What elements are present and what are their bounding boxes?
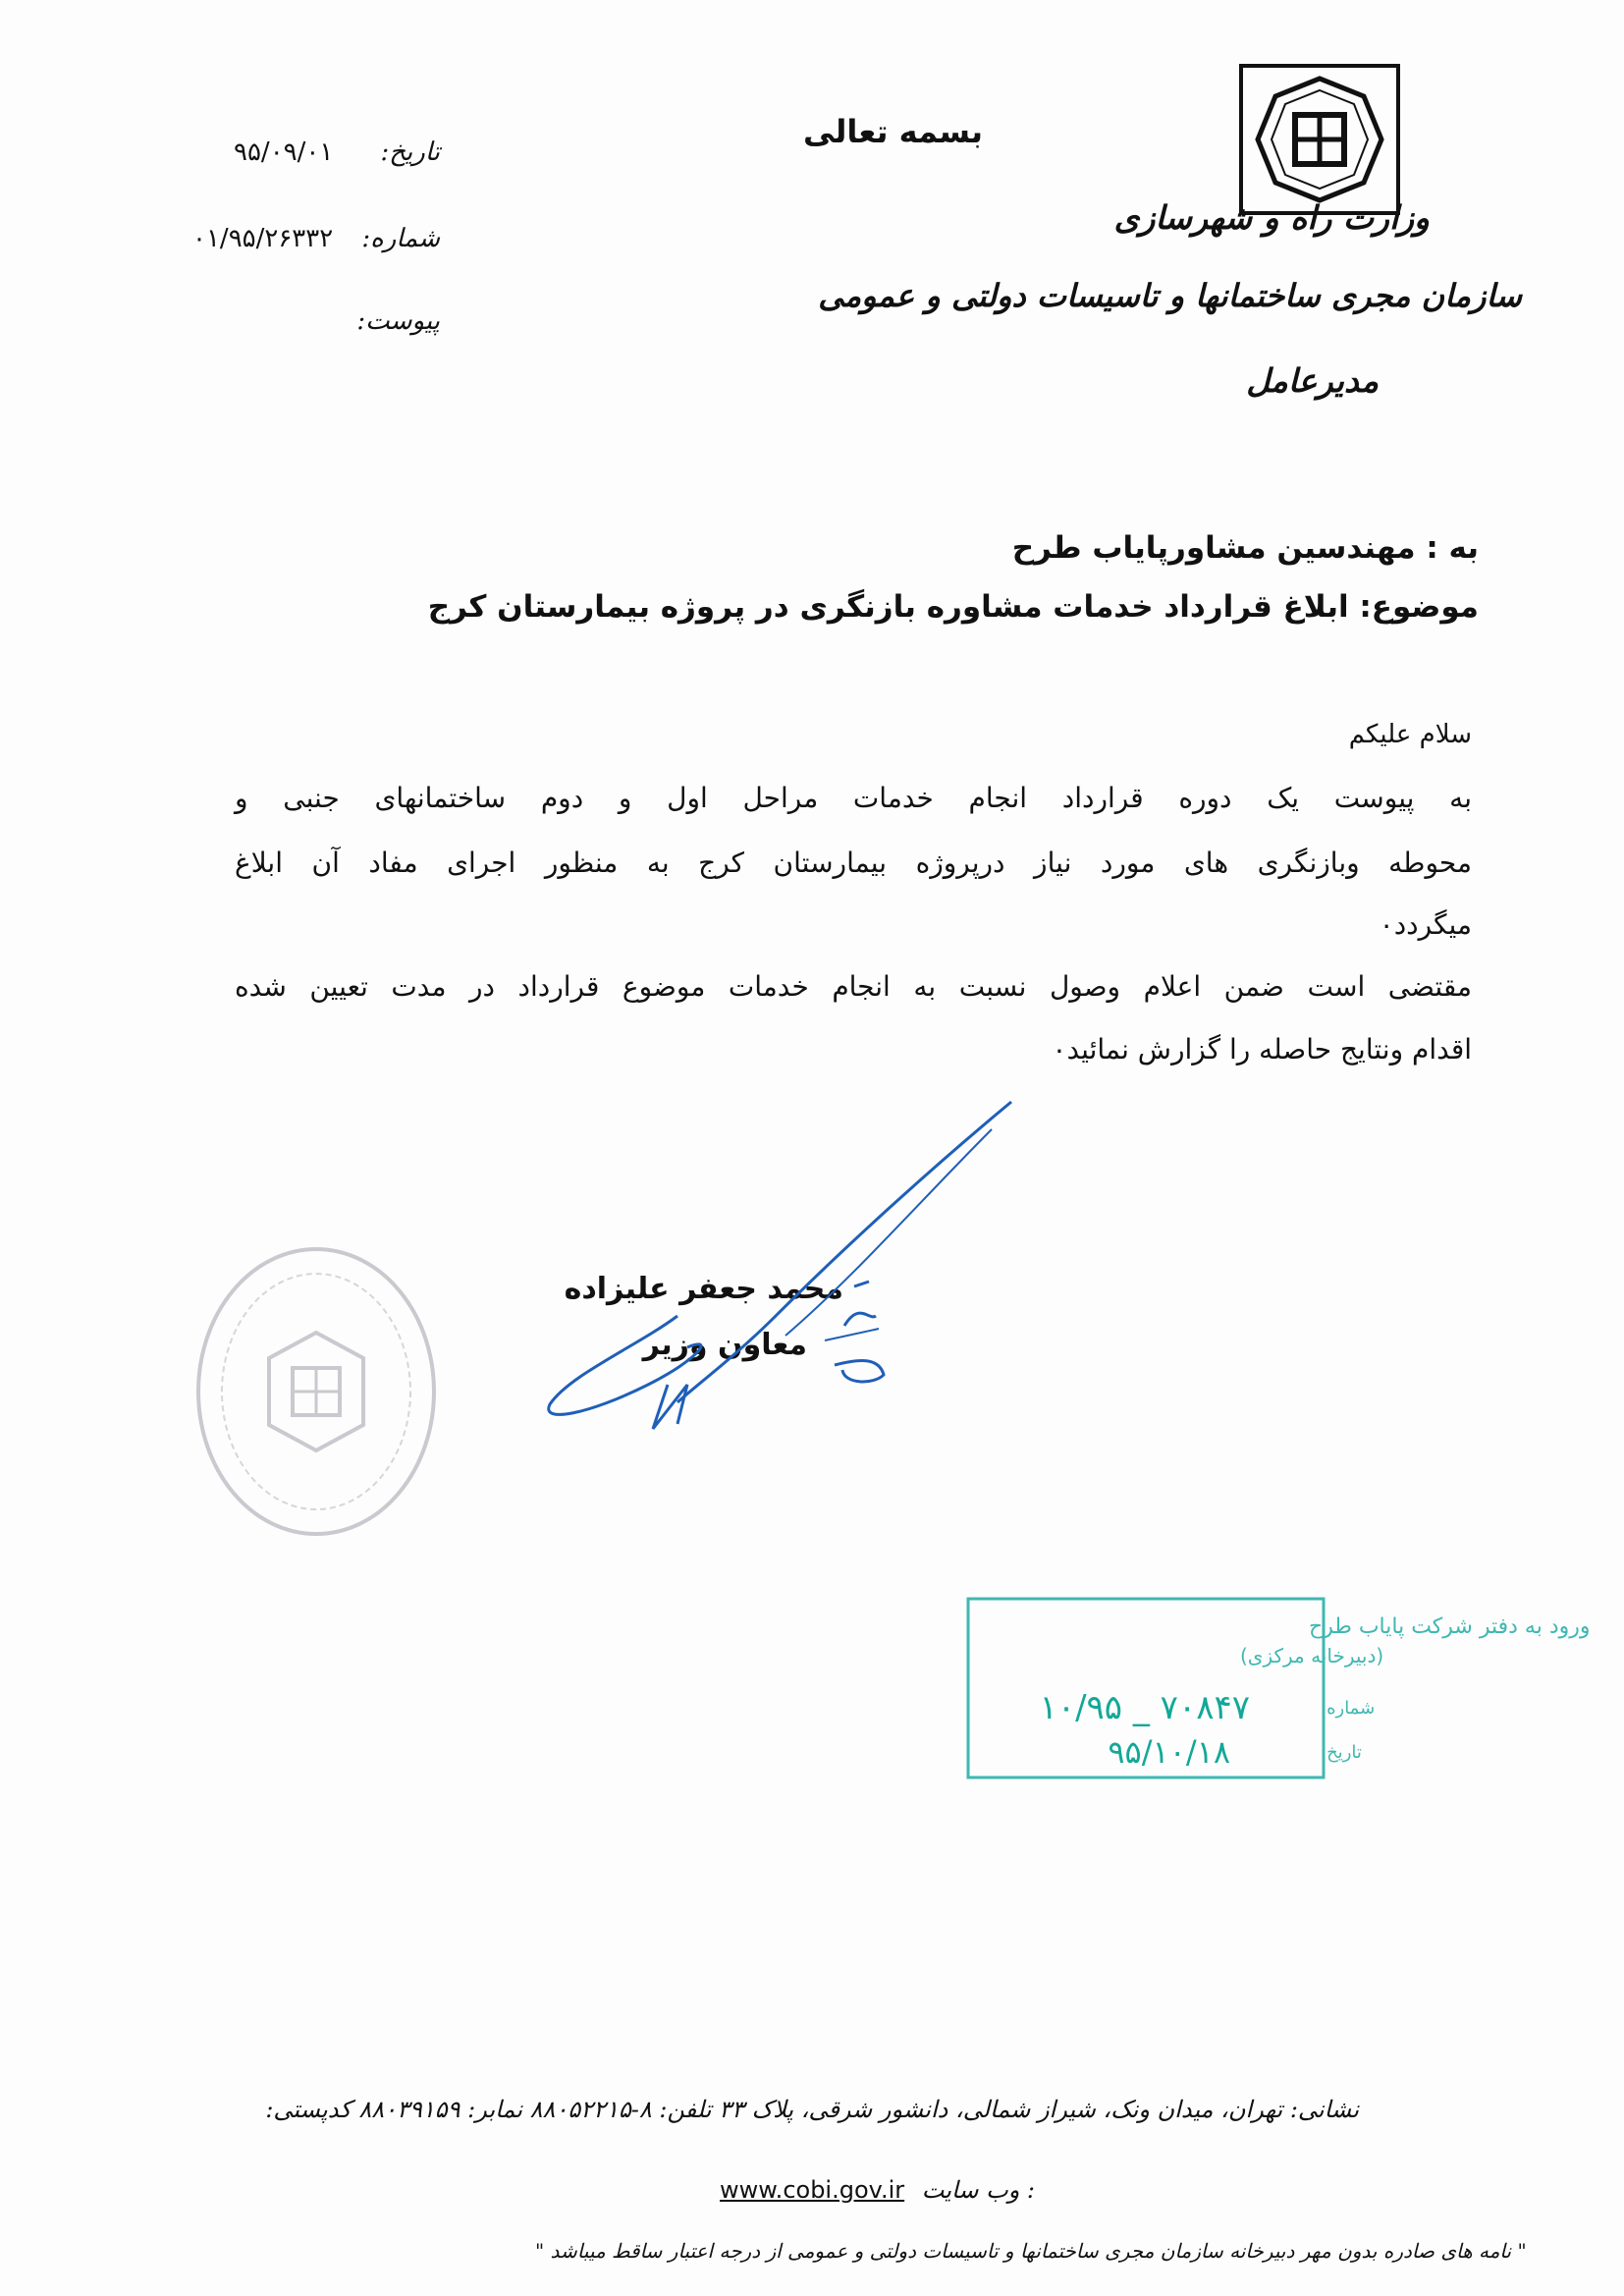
invocation: بسمه تعالی (803, 113, 984, 150)
body-line: اقدام ونتایج حاصله را گزارش نمائید۰ (1052, 1033, 1472, 1066)
embossed-seal (191, 1242, 442, 1542)
body-line: به پیوست یک دوره قرارداد انجام خدمات مراحل اول و دوم ساختمانهای جنبی و (235, 782, 1472, 814)
stamp-title: ورود به دفتر شرکت پایاب طرح (1309, 1614, 1591, 1639)
agency-name: سازمان مجری ساختمانها و تاسیسات دولتی و عمومی (818, 277, 1522, 314)
number-value: ۰۱/۹۵/۲۶۳۳۲ (192, 224, 334, 253)
letter-attachment (145, 306, 440, 355)
body-line: محوطه وبازنگری های مورد نیاز درپروژه بیمارستان کرج به منظور اجرای مفاد آن ابلاغ (235, 847, 1472, 879)
stamp-subtitle: (دبیرخانه مرکزی) (1240, 1644, 1384, 1667)
stamp-number-value: ۱۰/۹۵ _ ۷۰۸۴۷ (1039, 1688, 1250, 1727)
number-label: شماره: (361, 224, 440, 253)
website-link[interactable]: www.cobi.gov.ir (720, 2176, 905, 2204)
letter-date (145, 137, 440, 187)
stamp-date-value: ۹۵/۱۰/۱۸ (1108, 1733, 1230, 1771)
ministry-logo (1236, 61, 1403, 218)
date-value: ۹۵/۰۹/۰۱ (234, 137, 334, 167)
received-stamp (965, 1596, 1591, 1782)
greeting: سلام علیکم (1348, 720, 1472, 749)
signer-name: محمد جعفر علیزاده (564, 1272, 843, 1306)
ministry-name: وزارت راه و شهرسازی (1113, 198, 1430, 237)
footer-note: " نامه های صادره بدون مهر دبیرخانه سازمان مجری ساختمانها و تاسیسات دولتی و عمومی از درجه اعتبار ساقط میباشد " (535, 2239, 1527, 2263)
footer-address: نشانی: تهران، میدان ونک، شیراز شمالی، دانشور شرقی، پلاک ۳۳ تلفن: ۸-۸۸۰۵۲۲۱۵ نمابر: ۸۸۰۳۹۱۵۹ کدپستی: (265, 2096, 1359, 2123)
attachment-label: پیوست: (356, 306, 440, 336)
handwritten-signature (530, 1090, 1021, 1444)
body-line: میگردد۰ (1379, 908, 1472, 941)
stamp-date-label: تاریخ: (1321, 1742, 1362, 1763)
website-label: وب سایت : (921, 2176, 1035, 2204)
recipient: به : مهندسین مشاورپایاب طرح (1011, 530, 1479, 566)
footer-website (720, 2176, 1035, 2204)
stamp-number-label: شماره: (1321, 1698, 1376, 1719)
signer-title: معاون وزیر (642, 1328, 807, 1362)
letter-number (145, 224, 440, 273)
subject: موضوع: ابلاغ قرارداد خدمات مشاوره بازنگری در پروژه بیمارستان کرج (427, 589, 1479, 625)
date-label: تاریخ: (380, 137, 440, 167)
body-line: مقتضی است ضمن اعلام وصول نسبت به انجام خدمات موضوع قرارداد در مدت تعیین شده (235, 970, 1472, 1003)
office-title: مدیرعامل (1246, 361, 1379, 400)
